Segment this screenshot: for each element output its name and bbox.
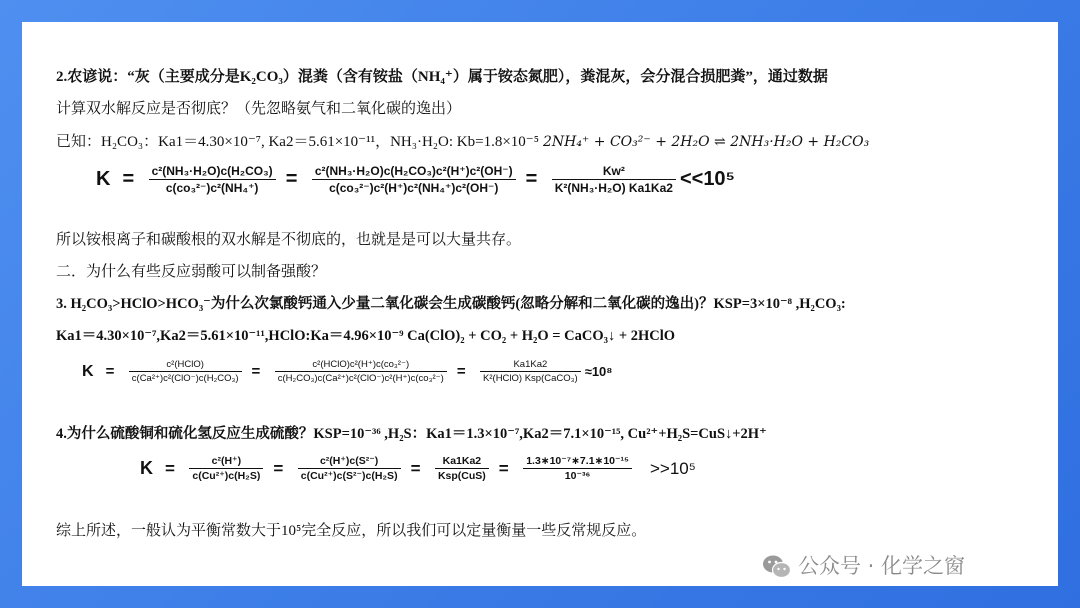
q2-line1: 2.农谚说：“灰（主要成分是K₂CO₃）混粪（含有铵盐（NH₄⁺）属于铵态氮肥），粪混灰，会分混合损肥粪”，通过数据 <box>56 69 828 85</box>
q2-conclusion: 所以铵根离子和碳酸根的双水解是不彻底的，也就是是可以大量共存。 <box>56 232 522 248</box>
q4-fraction-1 <box>189 455 263 482</box>
q4-den-1: c(Cu²⁺)c(H₂S) <box>192 470 261 482</box>
q2-den-1: c(co₃²⁻)c²(NH₄⁺) <box>165 181 259 195</box>
q4-num-1: c²(H⁺) <box>189 455 263 469</box>
watermark-text: 公众号 · 化学之窗 <box>798 554 966 578</box>
q2-fraction-1 <box>149 164 276 195</box>
q3-line2: Ka1＝4.30×10⁻⁷,Ka2＝5.61×10⁻¹¹,HClO:Ka＝4.96×10⁻⁹ Ca(ClO)₂ + CO₂ + H₂O = CaCO₃↓ + 2HClO <box>56 328 676 344</box>
q3-k-formula: K = $\frac{\text{c²(HClO)}}{\text{c(Ca²⁺)c²(ClO⁻)c(H₂CO₃)}}$ = $\frac{\text{c²(HClO)c²(H⁺)c(co₃²⁻)}}{\text{c(H₂CO₃)c(Ca²⁺)c²(ClO⁻)c²(H⁺)c(co₃²⁻)}}$ = $\frac{Ka1Ka2}{\text{K²(HClO) Ksp(CaCO₃)}}$ ≈10⁸ <box>82 359 613 384</box>
q3-num-2: c²(HClO)c²(H⁺)c(co₃²⁻) <box>275 359 447 372</box>
watermark <box>762 550 965 580</box>
section2-heading: 二．为什么有些反应弱酸可以制备强酸？ <box>56 264 327 280</box>
wechat-icon <box>762 554 792 580</box>
q3-fraction-2 <box>275 359 447 384</box>
q4-num-3: Ka1Ka2 <box>435 455 489 469</box>
q2-fraction-2 <box>312 164 516 195</box>
q3-line1: 3. H₂CO₃>HClO>HCO₃⁻为什么次氯酸钙通入少量二氧化碳会生成碳酸钙(忽略分解和二氧化碳的逸出)？KSP=3×10⁻⁸ ,H₂CO₃: <box>56 296 846 312</box>
q2-fraction-3 <box>552 164 676 195</box>
q2-known <box>56 132 869 152</box>
q2-den-3: K²(NH₃·H₂O) Ka1Ka2 <box>554 181 673 195</box>
k-symbol: K <box>96 168 111 190</box>
q2-num-3: Kw² <box>552 164 676 180</box>
q4-k-formula: K = $\frac{\text{c²(H⁺)}}{\text{c(Cu²⁺)c(H₂S)}}$ = $\frac{\text{c²(H⁺)c(S²⁻)}}{\text{c(Cu²⁺)c(S²⁻)c(H₂S)}}$ = $\frac{Ka1Ka2}{\text{Ksp(CuS)}}$ = $\frac{\text{1.3∗10⁻⁷∗7.1∗10⁻¹⁵}}{\text{10⁻³⁶}}$ >>10⁵ <box>140 455 696 482</box>
q2-k-formula: K = $\frac{\text{c²(NH₃·H₂O)c(H₂CO₃)}}{\text{c(co₃²⁻)c²(NH₄⁺)}}$ = $\frac{\text{c²(NH₃·H₂O)c(H₂CO₃)c²(H⁺)c²(OH⁻)}}{\text{c(co₃²⁻)c²(H⁺)c²(NH₄⁺)c²(OH⁻)}}$ = $\frac{\text{Kw²}}{\text{K²(NH₃·H₂O) Ka1Ka2}}$ <<10⁵ <box>96 164 735 195</box>
q3-fraction-1 <box>129 359 242 384</box>
q3-den-2: c(H₂CO₃)c(Ca²⁺)c²(ClO⁻)c²(H⁺)c(co₃²⁻) <box>277 373 444 384</box>
q3-num-3: Ka1Ka2 <box>480 359 581 372</box>
q4-num-2: c²(H⁺)c(S²⁻) <box>298 455 401 469</box>
k-symbol: K <box>140 458 153 478</box>
q4-result: >>10⁵ <box>649 458 696 478</box>
summary-text: 综上所述，一般认为平衡常数大于10⁵完全反应，所以我们可以定量衡量一些反常规反应。 <box>56 523 647 539</box>
q2-known-text: 已知：H₂CO₃：Ka1＝4.30×10⁻⁷, Ka2＝5.61×10⁻¹¹，NH₃·H₂O: Kb=1.8×10⁻⁵ <box>56 134 539 150</box>
q2-num-2: c²(NH₃·H₂O)c(H₂CO₃)c²(H⁺)c²(OH⁻) <box>312 164 516 180</box>
q2-num-1: c²(NH₃·H₂O)c(H₂CO₃) <box>149 164 276 180</box>
q4-den-3: Ksp(CuS) <box>437 470 486 482</box>
q2-equation: 2NH₄⁺ + CO₃²⁻ + 2H₂O ⇌ 2NH₃·H₂O + H₂CO₃ <box>542 134 870 150</box>
q3-den-3: K²(HClO) Ksp(CaCO₃) <box>483 373 578 384</box>
q4-den-4: 10⁻³⁶ <box>564 470 591 482</box>
q3-result: ≈10⁸ <box>584 364 613 379</box>
q4-num-4: 1.3∗10⁻⁷∗7.1∗10⁻¹⁵ <box>523 455 632 469</box>
q4-line1: 4.为什么硫酸铜和硫化氢反应生成硫酸？KSP=10⁻³⁶ ,H₂S：Ka1＝1.3×10⁻⁷,Ka2＝7.1×10⁻¹⁵, Cu²⁺+H₂S=CuS↓+2H⁺ <box>56 426 767 442</box>
q4-fraction-3 <box>435 455 489 482</box>
q2-result: <<10⁵ <box>679 168 735 190</box>
q4-fraction-4 <box>523 455 632 482</box>
q2-line2: 计算双水解反应是否彻底？（先忽略氨气和二氧化碳的逸出） <box>56 101 462 117</box>
k-symbol: K <box>82 362 94 380</box>
q4-den-2: c(Cu²⁺)c(S²⁻)c(H₂S) <box>300 470 398 482</box>
q2-den-2: c(co₃²⁻)c²(H⁺)c²(NH₄⁺)c²(OH⁻) <box>329 181 499 195</box>
q3-den-1: c(Ca²⁺)c²(ClO⁻)c(H₂CO₃) <box>131 373 239 384</box>
q4-fraction-2 <box>298 455 401 482</box>
q3-fraction-3 <box>480 359 581 384</box>
q3-num-1: c²(HClO) <box>129 359 242 372</box>
